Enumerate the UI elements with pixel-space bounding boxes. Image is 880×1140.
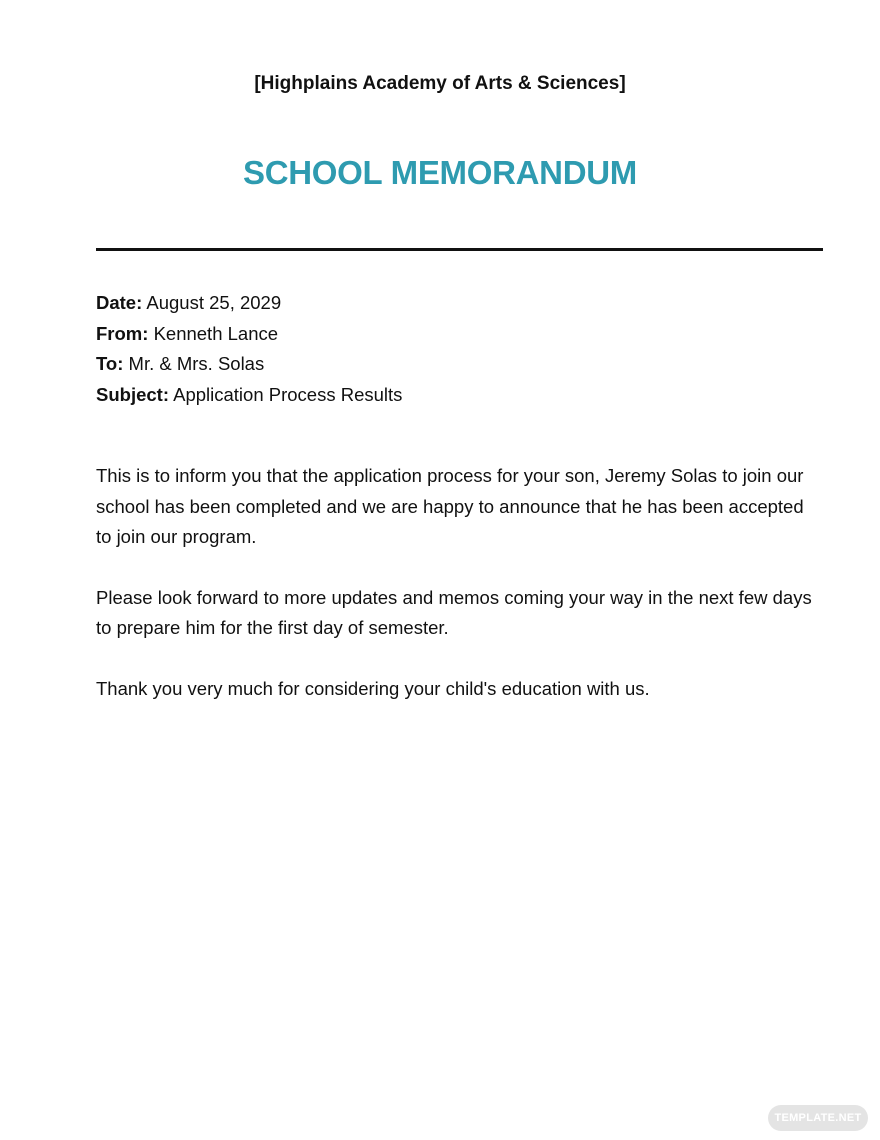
to-line bbox=[96, 349, 402, 380]
body-paragraph: This is to inform you that the application process for your son, Jeremy Solas to join our school has been completed and we are happy to announce that he has been accepted to join our program. bbox=[96, 465, 804, 547]
subject-value: Application Process Results bbox=[173, 383, 403, 405]
memo-title: SCHOOL MEMORANDUM bbox=[243, 154, 637, 191]
memo-body bbox=[96, 461, 816, 734]
date-line bbox=[96, 288, 402, 319]
body-paragraph: Thank you very much for considering your child's education with us. bbox=[96, 677, 650, 699]
from-label: From: bbox=[96, 322, 149, 344]
date-label: Date: bbox=[96, 292, 143, 313]
from-line bbox=[96, 319, 402, 350]
date-value: August 25, 2029 bbox=[146, 292, 282, 313]
watermark-badge: TEMPLATE.NET bbox=[768, 1105, 868, 1131]
body-paragraph: Please look forward to more updates and memos coming your way in the next few days to prepare him for the first day of semester. bbox=[96, 586, 812, 638]
divider bbox=[96, 248, 823, 251]
subject-label: Subject: bbox=[96, 383, 169, 405]
to-label: To: bbox=[96, 353, 124, 374]
to-value: Mr. & Mrs. Solas bbox=[128, 353, 265, 374]
from-value: Kenneth Lance bbox=[153, 322, 279, 344]
memo-meta bbox=[96, 288, 402, 410]
subject-line bbox=[96, 380, 402, 411]
organization-name: [Highplains Academy of Arts & Sciences] bbox=[254, 73, 626, 94]
